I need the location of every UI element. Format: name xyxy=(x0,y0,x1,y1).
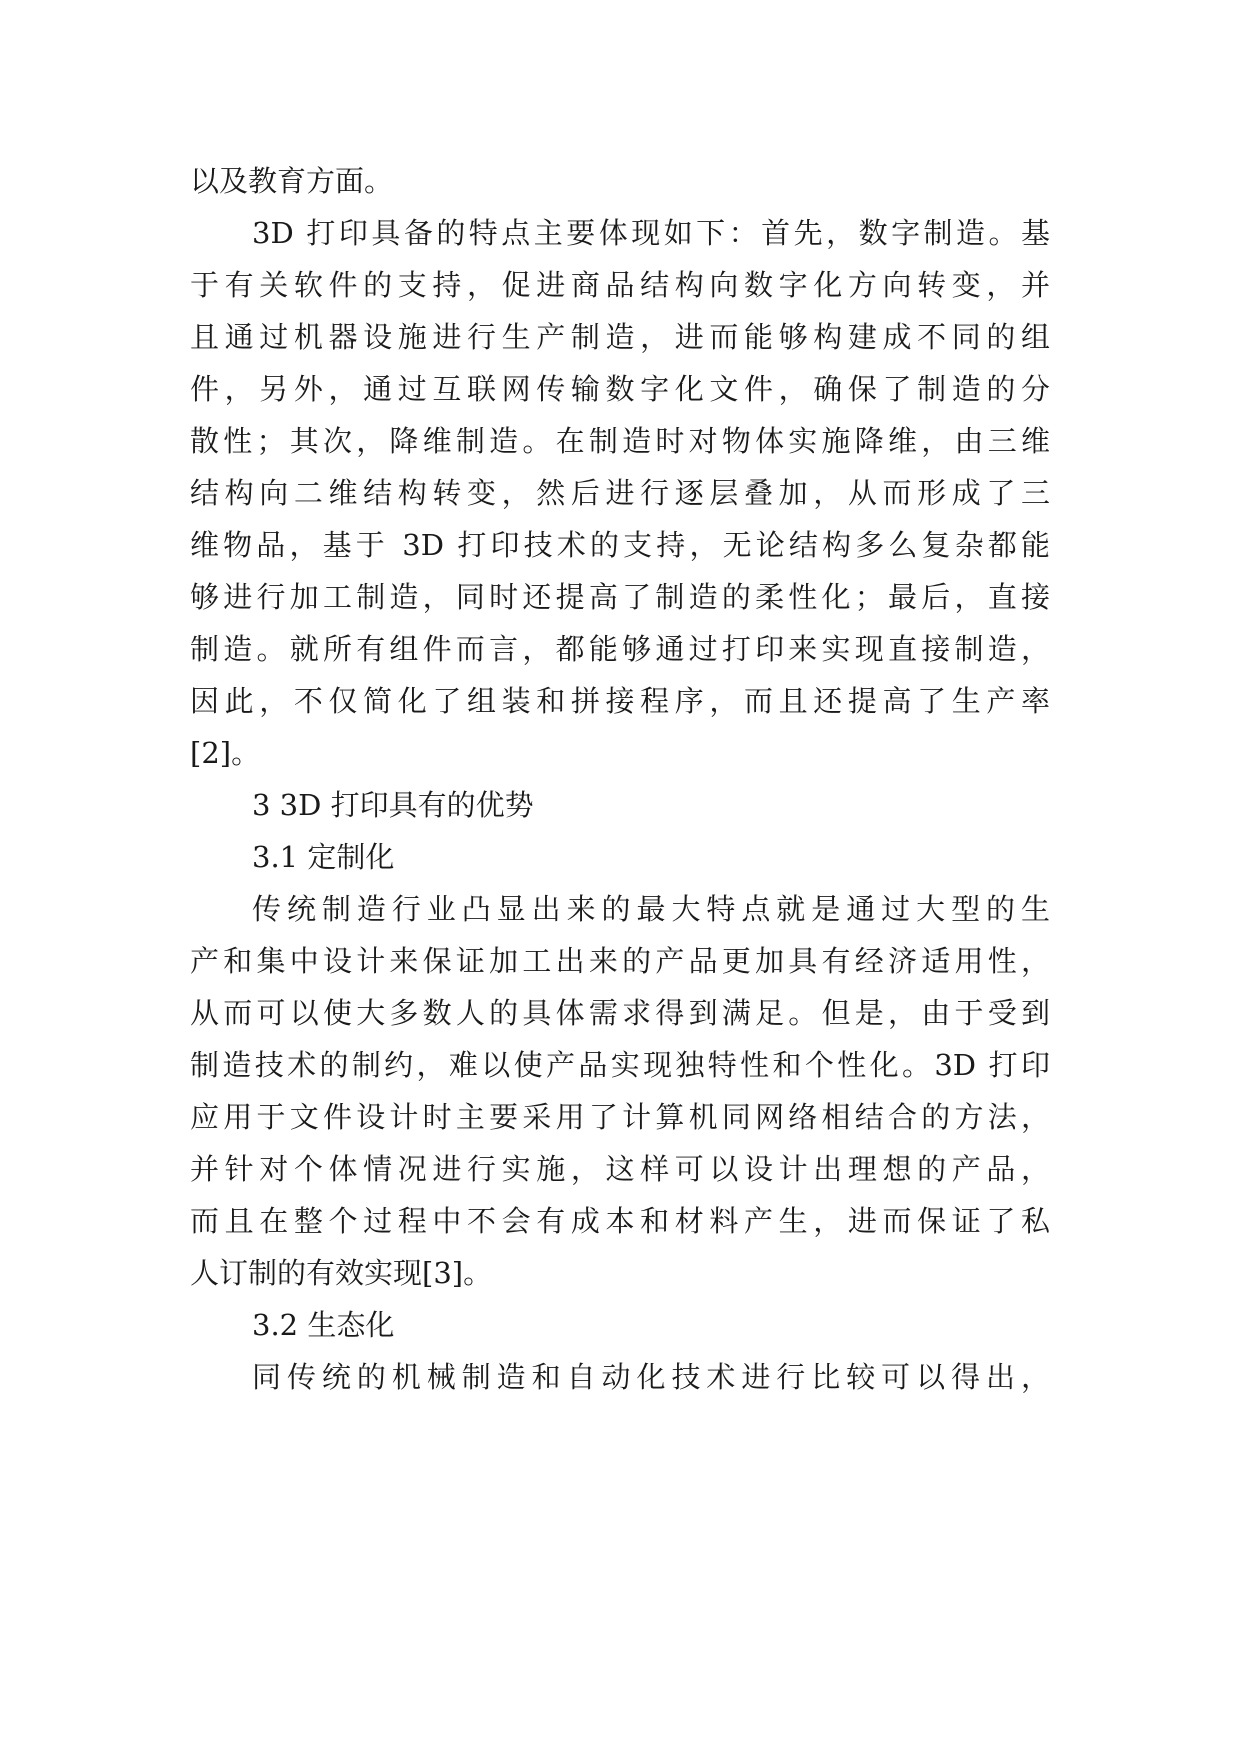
paragraph-line: 3D 打印具备的特点主要体现如下：首先，数字制造。基 xyxy=(252,216,1050,250)
paragraph-line: 维物品，基于 3D 打印技术的支持，无论结构多么复杂都能 xyxy=(190,528,1050,562)
paragraph-line: 散性；其次，降维制造。在制造时对物体实施降维，由三维 xyxy=(190,424,1050,458)
paragraph-line: 于有关软件的支持，促进商品结构向数字化方向转变，并 xyxy=(190,268,1050,302)
paragraph-line: [2]。 xyxy=(190,736,261,770)
section-heading: 3 3D 打印具有的优势 xyxy=(252,788,534,822)
paragraph-line: 因此，不仅简化了组装和拼接程序，而且还提高了生产率 xyxy=(190,684,1050,718)
paragraph-line: 传统制造行业凸显出来的最大特点就是通过大型的生 xyxy=(252,892,1050,926)
paragraph-line: 人订制的有效实现[3]。 xyxy=(190,1256,493,1290)
body-text xyxy=(190,155,1050,1403)
paragraph-line: 够进行加工制造，同时还提高了制造的柔性化；最后，直接 xyxy=(190,580,1050,614)
paragraph-line: 从而可以使大多数人的具体需求得到满足。但是，由于受到 xyxy=(190,996,1050,1030)
paragraph-line: 产和集中设计来保证加工出来的产品更加具有经济适用性， xyxy=(190,944,1050,978)
paragraph-line: 同传统的机械制造和自动化技术进行比较可以得出， xyxy=(252,1360,1050,1394)
paragraph-line: 以及教育方面。 xyxy=(190,164,394,198)
paragraph-line: 结构向二维结构转变，然后进行逐层叠加，从而形成了三 xyxy=(190,476,1050,510)
paragraph-line: 应用于文件设计时主要采用了计算机同网络相结合的方法， xyxy=(190,1100,1050,1134)
paragraph-line: 制造技术的制约，难以使产品实现独特性和个性化。3D 打印 xyxy=(190,1048,1050,1082)
paragraph-line: 制造。就所有组件而言，都能够通过打印来实现直接制造， xyxy=(190,632,1050,666)
paragraph-line: 件，另外，通过互联网传输数字化文件，确保了制造的分 xyxy=(190,372,1050,406)
paragraph-line: 并针对个体情况进行实施，这样可以设计出理想的产品， xyxy=(190,1152,1050,1186)
subsection-heading: 3.1 定制化 xyxy=(252,840,395,874)
paragraph-line: 而且在整个过程中不会有成本和材料产生，进而保证了私 xyxy=(190,1204,1050,1238)
paragraph-line: 且通过机器设施进行生产制造，进而能够构建成不同的组 xyxy=(190,320,1050,354)
subsection-heading: 3.2 生态化 xyxy=(252,1308,395,1342)
